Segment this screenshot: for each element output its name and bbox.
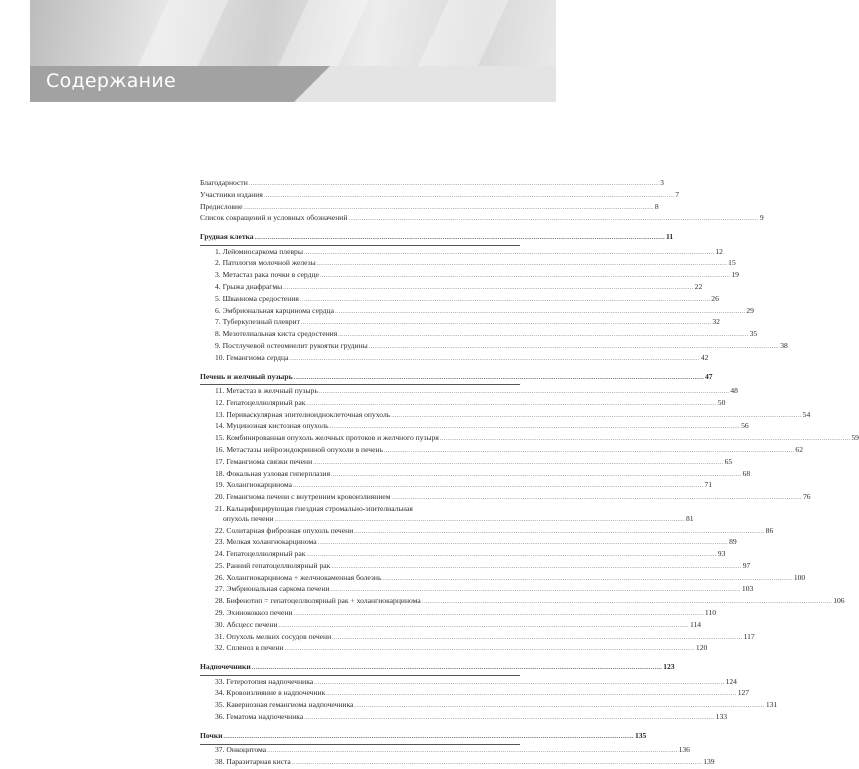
page-number: 3 <box>660 178 664 187</box>
page-number: 35 <box>749 329 758 339</box>
page-number: 117 <box>743 631 755 641</box>
toc-entry-continuation[interactable] <box>200 513 694 526</box>
leader-dots <box>293 482 703 492</box>
entry-label: 4. Грыжа диафрагмы <box>215 281 283 291</box>
page-number: 22 <box>694 281 703 291</box>
toc-entry[interactable] <box>200 596 845 608</box>
page-number: 56 <box>741 421 749 431</box>
entry-label: 8. Мезотелиальная киста средостения <box>215 329 338 339</box>
toc-entry[interactable] <box>200 258 736 270</box>
leader-dots <box>318 539 728 549</box>
page-number: 86 <box>765 525 774 535</box>
entry-label: 31. Опухоль мелких сосудов печени <box>215 631 332 641</box>
section-heading[interactable] <box>200 662 675 674</box>
entry-label: 2. Патология молочной железы <box>215 258 316 268</box>
toc-entry[interactable] <box>200 456 733 469</box>
leader-dots <box>348 215 758 225</box>
leader-dots <box>300 296 710 306</box>
toc-entry[interactable] <box>200 745 690 757</box>
page-number: 26 <box>711 293 719 303</box>
section-rule <box>200 245 520 246</box>
entry-label: 18. Фокальная узловая гиперплазия <box>215 468 331 478</box>
toc-entry[interactable] <box>200 492 811 504</box>
page-number: 50 <box>717 397 726 407</box>
entry-label: 36. Гематома надпочечника <box>215 712 304 722</box>
entry-label: 13. Периваскулярная эпителиоидноклеточная опухоль <box>215 409 391 419</box>
leader-dots <box>289 355 699 365</box>
toc-entry[interactable] <box>200 201 659 214</box>
page-number: 68 <box>742 468 751 478</box>
section-items <box>200 385 859 655</box>
section-items <box>200 246 788 365</box>
page-number: 47 <box>705 371 713 381</box>
entry-label: 15. Комбинированная опухоль желчных протоков и желчного пузыря <box>215 433 439 443</box>
entry-label: 28. Бифенотип = гепатоцеллюлярный рак + холангиокарцинома <box>215 596 421 606</box>
page-number: 136 <box>678 745 690 755</box>
leader-dots <box>422 598 832 608</box>
toc-entry[interactable] <box>200 305 754 318</box>
leader-dots <box>326 690 736 700</box>
leader-dots <box>285 645 695 655</box>
page-number: 65 <box>724 456 733 466</box>
leader-dots <box>249 180 659 190</box>
section-rule <box>200 744 520 745</box>
toc-section <box>200 232 788 364</box>
toc-entry[interactable] <box>200 352 709 365</box>
entry-label: 5. Шваннома средостения <box>215 293 299 303</box>
leader-dots <box>332 634 742 644</box>
page-number: 93 <box>717 549 726 559</box>
leader-dots <box>330 586 740 596</box>
entry-label: 27. Эмбриональная саркома печени <box>215 584 330 594</box>
toc-entry[interactable] <box>200 537 737 549</box>
page-number: 54 <box>802 409 811 419</box>
leader-dots <box>384 447 794 457</box>
toc-entry[interactable] <box>200 317 720 329</box>
toc-entry[interactable] <box>200 619 702 632</box>
page-number: 48 <box>730 385 738 395</box>
entry-label: 30. Абсцесс печени <box>215 619 278 629</box>
leader-dots <box>440 435 850 445</box>
toc-section <box>200 662 778 724</box>
entry-label: 3. Метастаз рака почки в сердце <box>215 270 319 280</box>
toc-entry[interactable] <box>200 329 758 341</box>
toc-entry[interactable] <box>200 643 708 655</box>
toc-entry[interactable] <box>200 178 664 190</box>
entry-label: Надпочечники <box>200 662 251 672</box>
leader-dots <box>252 664 662 674</box>
toc-entry[interactable] <box>200 712 728 724</box>
page-title: Содержание <box>46 70 176 92</box>
toc-section <box>200 371 859 656</box>
section-heading[interactable] <box>200 371 713 384</box>
page-number: 15 <box>728 258 736 268</box>
entry-label: 35. Кавернозная гемангиома надпочечника <box>215 700 354 710</box>
leader-dots <box>331 563 741 573</box>
leader-dots <box>275 516 685 526</box>
page-number: 131 <box>765 700 778 710</box>
leader-dots <box>279 622 689 632</box>
section-items <box>200 745 715 769</box>
page-number: 114 <box>689 619 702 629</box>
toc-entry[interactable] <box>200 397 726 410</box>
page-number: 42 <box>700 352 709 362</box>
page-number: 100 <box>793 572 806 582</box>
leader-dots <box>317 260 727 270</box>
page-number: 29 <box>746 305 754 315</box>
page-number: 11 <box>666 232 674 242</box>
leader-dots <box>293 610 703 620</box>
leader-dots <box>243 204 653 214</box>
toc-entry[interactable] <box>200 525 774 538</box>
leader-dots <box>264 192 674 202</box>
toc-entry[interactable] <box>200 189 680 202</box>
entry-label: 34. Кровоизлияние в надпочечник <box>215 688 326 698</box>
page-number: 81 <box>685 513 694 523</box>
entry-label: Благодарности <box>200 178 248 187</box>
toc-entry[interactable] <box>200 688 750 700</box>
toc-entry[interactable] <box>200 549 726 561</box>
entry-label: Участники издания <box>200 189 263 199</box>
page-number: 12 <box>715 246 723 256</box>
page-number: 133 <box>715 712 728 722</box>
toc-entry[interactable] <box>200 757 715 769</box>
toc-entry[interactable] <box>200 213 764 225</box>
leader-dots <box>335 308 745 318</box>
entry-label: 17. Гемангиома связки печени <box>215 456 313 466</box>
leader-dots <box>369 343 779 353</box>
toc-entry[interactable] <box>200 560 751 573</box>
toc-entry[interactable] <box>200 608 716 620</box>
leader-dots <box>382 575 792 585</box>
toc-entry[interactable] <box>200 246 723 259</box>
entry-label: 1. Лейомиосаркома плевры <box>215 246 303 256</box>
page-number: 123 <box>663 662 675 672</box>
toc-entry[interactable] <box>200 700 778 712</box>
page-number: 103 <box>741 584 754 594</box>
entry-label: 22. Солитарная фиброзная опухоль печени <box>215 525 354 535</box>
leader-dots <box>267 747 677 757</box>
section-heading[interactable] <box>200 232 674 244</box>
section-rule <box>200 675 520 676</box>
entry-label: 23. Мелкая холангиокарцинома <box>215 537 317 547</box>
entry-label: Печень и желчный пузырь <box>200 371 293 381</box>
page-number: 38 <box>780 340 788 350</box>
toc-entry[interactable] <box>200 385 738 398</box>
leader-dots <box>313 459 723 469</box>
entry-label: Предисловие <box>200 201 243 211</box>
entry-label: Список сокращений и условных обозначений <box>200 213 348 223</box>
leader-dots <box>331 471 741 481</box>
leader-dots <box>301 319 711 329</box>
toc-entry[interactable] <box>200 468 751 481</box>
page-number: 89 <box>729 537 737 547</box>
toc-entry[interactable] <box>200 340 788 353</box>
leader-dots <box>354 702 764 712</box>
entry-label: 38. Паразитарная киста <box>215 757 291 767</box>
toc-entry[interactable] <box>200 631 755 644</box>
page-number: 106 <box>833 596 845 606</box>
table-of-contents <box>200 178 859 769</box>
header-decorative-band <box>30 0 556 68</box>
entry-label: 32. Спленоз в печени <box>215 643 284 653</box>
entry-label: 6. Эмбриональная карцинома сердца <box>215 305 334 315</box>
entry-label: 16. Метастазы нейроэндокринной опухоли в печень <box>215 444 384 454</box>
entry-label: Почки <box>200 730 223 740</box>
page-number: 59 <box>851 433 859 443</box>
page-number: 19 <box>731 270 739 280</box>
toc-entry[interactable] <box>200 584 754 596</box>
leader-dots <box>306 400 716 410</box>
toc-entry[interactable] <box>200 572 806 585</box>
entry-label: опухоль печени <box>223 513 274 523</box>
page-number: 62 <box>795 444 804 454</box>
toc-entry[interactable] <box>200 676 737 689</box>
section-rule <box>200 384 520 385</box>
leader-dots <box>314 679 724 689</box>
page-number: 127 <box>737 688 750 698</box>
entry-label: 29. Эхинококкоз печени <box>215 608 293 618</box>
entry-label: 26. Холангиокарцинома + желчнокаменная болезнь <box>215 572 382 582</box>
leader-dots <box>319 388 729 398</box>
page-number: 110 <box>704 608 716 618</box>
entry-label: 19. Холангиокарцинома <box>215 480 293 490</box>
leader-dots <box>320 272 730 282</box>
leader-dots <box>294 374 704 384</box>
entry-label: 7. Туберкулезный плеврит <box>215 317 300 327</box>
entry-label: 12. Гепатоцеллюлярный рак <box>215 397 306 407</box>
leader-dots <box>391 412 801 422</box>
entry-label: 9. Постлучевой остеомиелит рукоятки грудины <box>215 340 368 350</box>
toc-entry[interactable] <box>200 480 713 492</box>
entry-label: 20. Гемангиома печени с внутренним кровоизлиянием <box>215 492 391 502</box>
page-number: 7 <box>675 189 680 199</box>
page-number: 71 <box>704 480 713 490</box>
page-number: 97 <box>742 560 751 570</box>
page-number: 139 <box>703 757 715 767</box>
toc-entry[interactable] <box>200 281 703 294</box>
entry-label: 14. Муцинозная кистозная опухоль <box>215 421 329 431</box>
leader-dots <box>354 528 764 538</box>
toc-section <box>200 730 715 769</box>
leader-dots <box>255 234 665 244</box>
leader-dots <box>306 551 716 561</box>
entry-label: 25. Ранний гепатоцеллюлярный рак <box>215 560 331 570</box>
page-number: 120 <box>695 643 708 653</box>
page-number: 32 <box>712 317 720 327</box>
toc-entry[interactable] <box>200 444 804 457</box>
leader-dots <box>292 759 702 769</box>
leader-dots <box>338 331 748 341</box>
entry-label: 37. Онкоцитома <box>215 745 267 755</box>
section-items <box>200 676 778 724</box>
entry-label: Грудная клетка <box>200 232 254 242</box>
toc-entry[interactable] <box>200 409 811 422</box>
toc-entry[interactable] <box>200 293 719 306</box>
entry-label: 33. Гетеротопия надпочечника <box>215 676 314 686</box>
page-number: 124 <box>725 676 737 686</box>
leader-dots <box>330 423 740 433</box>
entry-label: 21. Кальцифицирующая гнездная стромально-эпителиальная <box>215 503 413 513</box>
toc-entry[interactable] <box>200 433 859 445</box>
page-number: 8 <box>654 201 659 211</box>
leader-dots <box>224 733 634 743</box>
leader-dots <box>304 249 714 259</box>
toc-entry[interactable] <box>200 270 739 282</box>
page-number: 135 <box>634 730 647 740</box>
entry-label: 10. Гемангиома сердца <box>215 352 289 362</box>
entry-label: 24. Гепатоцеллюлярный рак <box>215 549 306 559</box>
leader-dots <box>392 494 802 504</box>
toc-entry[interactable] <box>200 421 749 433</box>
page-number: 9 <box>759 213 764 223</box>
leader-dots <box>283 284 693 294</box>
entry-label: 11. Метастаз в желчный пузырь <box>215 385 318 395</box>
page-number: 76 <box>803 492 811 502</box>
toc-entry-first-line[interactable] <box>200 504 520 514</box>
front-matter-list <box>200 178 764 225</box>
leader-dots <box>304 714 714 724</box>
section-heading[interactable] <box>200 730 647 743</box>
